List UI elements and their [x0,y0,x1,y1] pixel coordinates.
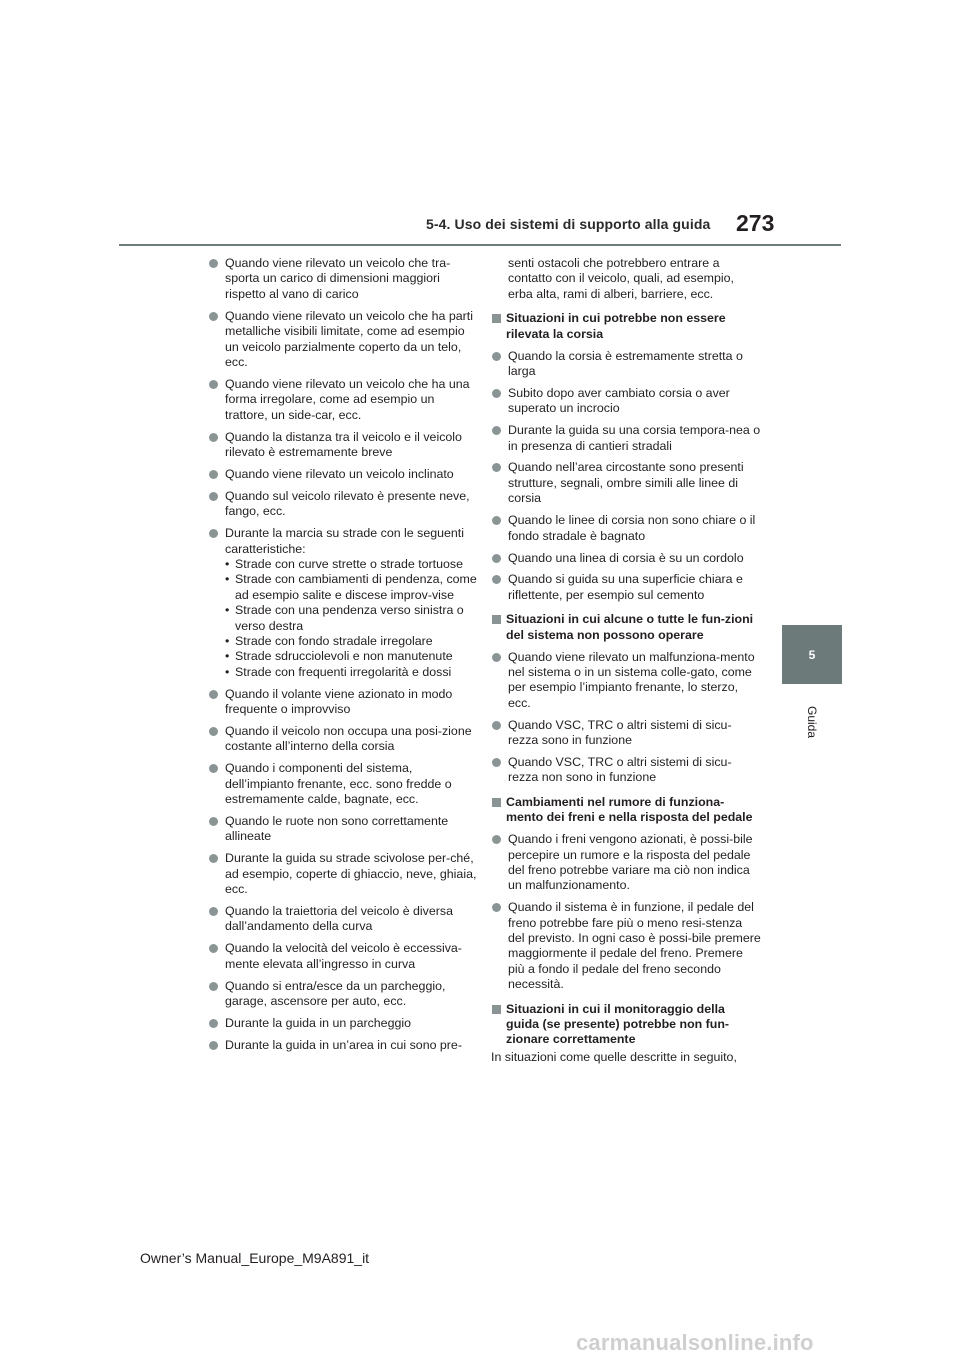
bullet-icon [209,259,218,268]
page-number: 273 [736,210,775,236]
bullet-icon [492,575,501,584]
list-item: Quando la traiettoria del veicolo è diversa dall’andamento della curva [208,904,478,935]
list-item: Quando VSC, TRC o altri sistemi di sicu-rezza sono in funzione [491,718,761,749]
list-item: Quando sul veicolo rilevato è presente neve, fango, ecc. [208,489,478,520]
list-item: Quando viene rilevato un veicolo che tra-sporta un carico di dimensioni maggiori rispetto al vano di carico [208,256,478,302]
list-item: Quando viene rilevato un veicolo che ha parti metalliche visibili limitate, come ad esempio un veicolo parzialmente coperto da un telo, ecc. [208,309,478,371]
bullet-icon [209,854,218,863]
header-divider [119,244,841,246]
square-bullet-icon [492,615,501,624]
list-item: Quando le linee di corsia non sono chiare o il fondo stradale è bagnato [491,513,761,544]
bullet-icon [209,470,218,479]
sub-list-item: • Strade con curve strette o strade tortuose [225,556,463,571]
list-item: Quando le ruote non sono correttamente allineate [208,814,478,845]
list-item: Durante la guida in un parcheggio [208,1016,478,1031]
bullet-icon [209,380,218,389]
bullet-icon [209,817,218,826]
paragraph: In situazioni come quelle descritte in seguito, [491,1049,737,1064]
list-item: Quando nell’area circostante sono presenti strutture, segnali, ombre simili alle linee di corsia [491,460,761,506]
chapter-label: Guida [805,706,819,739]
list-item: Quando la velocità del veicolo è eccessiva-mente elevata all’ingresso in curva [208,941,478,972]
list-item: Quando viene rilevato un veicolo che ha una forma irregolare, come ad esempio un trattore, un side-car, ecc. [208,377,478,423]
list-item-road-conditions: Durante la marcia su strade con le seguenti caratteristiche: • Strade con curve strette o strade tortuose • Strade con cambiamenti di pendenza, come ad esempio salite e discese improv-vise • Strade con una pendenza verso sinistra o verso destra • Strade con fondo stradale irregolare • Strade sdrucciolevoli e non manutenute • Strade con frequenti irregolarità e dossi [208,526,478,680]
bullet-icon [492,426,501,435]
left-column [208,256,478,1060]
section-header: 5-4. Uso dei sistemi di supporto alla guida [426,216,711,232]
bullet-icon [209,529,218,538]
bullet-icon [492,721,501,730]
bullet-icon [209,433,218,442]
bullet-icon [492,835,501,844]
list-item: Quando il veicolo non occupa una posi-zione costante all’interno della corsia [208,724,478,755]
section-heading: Situazioni in cui alcune o tutte le fun-zioni del sistema non possono operare [491,612,761,643]
sub-list-item: • Strade con una pendenza verso sinistra o verso destra [225,603,464,633]
list-item: Quando i componenti del sistema, dell’impianto frenante, ecc. sono fredde o estremamente calde, bagnate, ecc. [208,761,478,807]
square-bullet-icon [492,314,501,323]
square-bullet-icon [492,798,501,807]
bullet-icon [209,312,218,321]
section-heading: Cambiamenti nel rumore di funziona-mento dei freni e nella risposta del pedale [491,795,761,826]
bullet-icon [209,764,218,773]
right-column [491,256,761,1065]
bullet-icon [209,982,218,991]
chapter-number: 5 [808,647,816,662]
sub-list-item: • Strade con fondo stradale irregolare [225,633,433,648]
bullet-icon [209,944,218,953]
square-bullet-icon [492,1005,501,1014]
bullet-icon [492,903,501,912]
list-item: Durante la guida su strade scivolose per-ché, ad esempio, coperte di ghiaccio, neve, ghiaia, ecc. [208,851,478,897]
list-item: Quando il volante viene azionato in modo frequente o improvviso [208,687,478,718]
list-item: Durante la guida su una corsia tempora-nea o in presenza di cantieri stradali [491,423,761,454]
list-item: Quando la distanza tra il veicolo e il veicolo rilevato è estremamente breve [208,430,478,461]
list-item: Quando si entra/esce da un parcheggio, garage, ascensore per auto, ecc. [208,979,478,1010]
list-item-continuation: senti ostacoli che potrebbero entrare a contatto con il veicolo, quali, ad esempio, erba alta, rami di alberi, barriere, ecc. [508,256,734,301]
bullet-icon [492,653,501,662]
chapter-tab[interactable] [782,625,842,684]
bullet-icon [492,389,501,398]
list-item: Quando una linea di corsia è su un cordolo [491,551,761,566]
list-item: Quando i freni vengono azionati, è possi-bile percepire un rumore e la risposta del pedale del freno potrebbe variare ma ciò non indica un malfunzionamento. [491,832,761,894]
bullet-icon [492,352,501,361]
bullet-icon [492,554,501,563]
bullet-icon [209,492,218,501]
list-item: Durante la guida in un’area in cui sono pre- [208,1038,478,1053]
footer-text: Owner’s Manual_Europe_M9A891_it [140,1250,370,1266]
bullet-icon [492,463,501,472]
list-item: Quando la corsia è estremamente stretta o larga [491,349,761,380]
list-item: Quando il sistema è in funzione, il pedale del freno potrebbe fare più o meno resi-stenza del previsto. In ogni caso è possi-bile premere maggiormente il pedale del freno. Premere più a fondo il pedale del freno secondo necessità. [491,900,761,992]
list-item: Quando viene rilevato un veicolo inclinato [208,467,478,482]
sub-list-item: • Strade sdrucciolevoli e non manutenute [225,649,453,664]
sub-list-item: • Strade con cambiamenti di pendenza, come ad esempio salite e discese improv-vise [225,572,477,602]
bullet-icon [209,690,218,699]
bullet-icon [492,758,501,767]
list-item: Quando VSC, TRC o altri sistemi di sicu-rezza non sono in funzione [491,755,761,786]
bullet-icon [209,1041,218,1050]
list-item: Subito dopo aver cambiato corsia o aver superato un incrocio [491,386,761,417]
watermark: carmanualsonline.info [576,1330,814,1355]
bullet-icon [209,907,218,916]
section-heading: Situazioni in cui potrebbe non essere rilevata la corsia [491,311,761,342]
bullet-icon [209,727,218,736]
list-item: Quando viene rilevato un malfunziona-mento nel sistema o in un sistema colle-gato, come per esempio l’impianto frenante, lo sterzo, ecc. [491,650,761,712]
bullet-icon [492,516,501,525]
section-heading: Situazioni in cui il monitoraggio della guida (se presente) potrebbe non fun-zionare correttamente [491,1002,761,1048]
bullet-icon [209,1019,218,1028]
list-item: Quando si guida su una superficie chiara e riflettente, per esempio sul cemento [491,572,761,603]
sub-list-item: • Strade con frequenti irregolarità e dossi [225,664,452,679]
